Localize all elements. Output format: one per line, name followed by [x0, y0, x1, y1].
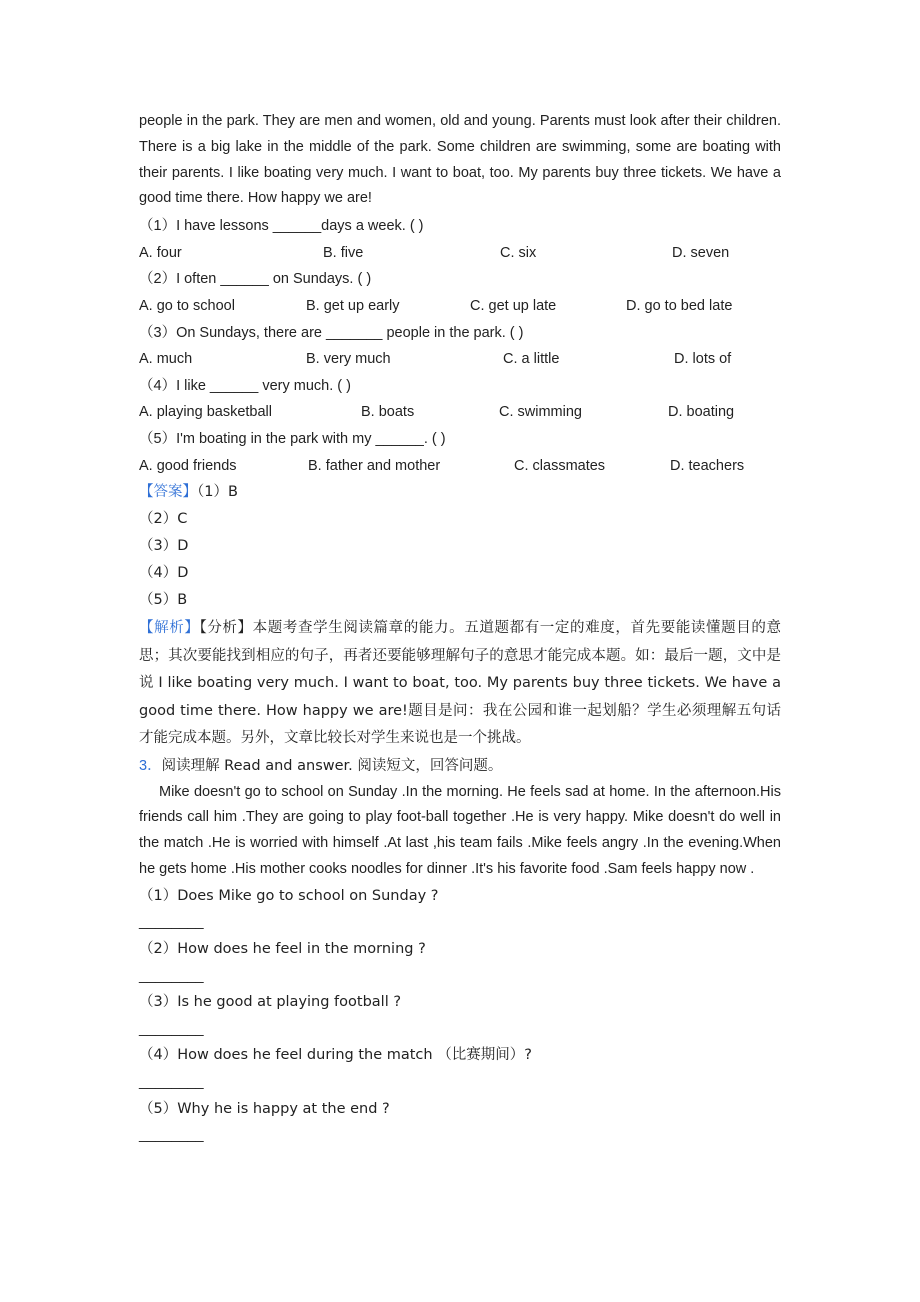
document-page	[139, 108, 781, 1149]
options-row	[139, 293, 781, 320]
option-b: B. boats	[361, 404, 415, 421]
q3-passage: Mike doesn't go to school on Sunday .In the morning. He feels sad at home. In the afternoon.His friends call him .They are going to play foot-ball together .He is very happy. Mike doesn't do well in the match .He is worried with himself .At last ,his team fails .Mike feels angry .In the evening.When he gets home .His mother cooks noodles for dinner .It's his favorite food .Sam feels happy now .	[139, 783, 781, 878]
option-d: D. go to bed late	[626, 297, 733, 314]
analysis-text: 【分析】本题考查学生阅读篇章的能力。五道题都有一定的难度，首先要能读懂题目的意思；其次要能找到相应的句子，再者还要能够理解句子的意思才能完成本题。如：最后一题，文中是说 I like boating very much. I want to boat, too. My parents buy three tickets. We have a good time there. How happy we are!题目是问：我在公园和谁一起划船？学生必须理解五句话才能完成本题。另外，文章比较长对学生来说也是一个挑战。	[139, 620, 781, 747]
question-3-heading	[139, 753, 781, 780]
options-row	[139, 399, 781, 426]
q3-question: （5）Why he is happy at the end ?	[139, 1100, 390, 1117]
answer-blank: ________	[139, 1073, 204, 1090]
answer-tag: 【答案】	[139, 484, 197, 501]
option-b: B. very much	[306, 351, 391, 368]
answer-item: （3）D	[139, 538, 189, 555]
passage-text: people in the park. They are men and women, old and young. Parents must look after their children. There is a big lake in the middle of the park. Some children are swimming, some are boating with their parents. I like boating very much. I want to boat, too. My parents buy three tickets. We have a good time there. How happy we are!	[139, 113, 781, 207]
options-row	[139, 453, 781, 480]
question-list	[139, 213, 781, 479]
option-d: D. seven	[672, 244, 730, 261]
q3-question: （2）How does he feel in the morning ?	[139, 941, 426, 957]
option-c: C. get up late	[470, 297, 557, 314]
answer-blank: ________	[139, 1127, 204, 1144]
question-stem: （2）I often ______ on Sundays. ( )	[139, 271, 372, 288]
option-a: A. much	[139, 351, 193, 368]
q3-question-list	[139, 883, 781, 1149]
analysis-paragraph	[139, 615, 781, 753]
answer-block	[139, 479, 781, 614]
question-stem: （4）I like ______ very much. ( )	[139, 377, 351, 394]
option-a: A. good friends	[139, 457, 237, 474]
question-title: 阅读理解 Read and answer. 阅读短文，回答问题。	[161, 757, 503, 774]
q3-question: （3）Is he good at playing football ?	[139, 994, 402, 1011]
answer-blank: ________	[139, 1020, 204, 1037]
option-c: C. swimming	[499, 404, 582, 421]
answer-blank: ________	[139, 914, 204, 931]
option-c: C. six	[500, 244, 537, 261]
option-b: B. father and mother	[308, 457, 441, 474]
options-row	[139, 346, 781, 373]
answer-line	[139, 479, 781, 506]
option-a: A. go to school	[139, 297, 235, 314]
question-stem: （5）I'm boating in the park with my ______. ( )	[139, 430, 446, 447]
q3-question: （4）How does he feel during the match （比赛期间）?	[139, 1047, 532, 1064]
option-c: C. a little	[503, 351, 560, 368]
analysis-tag: 【解析】	[139, 620, 200, 637]
option-d: D. boating	[668, 404, 735, 421]
question-number: 3．	[139, 757, 162, 774]
question-stem: （3）On Sundays, there are _______ people in the park. ( )	[139, 324, 524, 341]
option-a: A. four	[139, 244, 182, 261]
q3-question: （1）Does Mike go to school on Sunday ?	[139, 887, 439, 904]
option-b: B. five	[323, 244, 364, 261]
question-stem: （1）I have lessons ______days a week. ( )	[139, 218, 424, 235]
option-d: D. lots of	[674, 351, 732, 368]
answer-item: （1）B	[197, 484, 238, 501]
answer-item: （4）D	[139, 565, 189, 582]
options-row	[139, 240, 781, 267]
answer-blank: ________	[139, 967, 204, 984]
option-d: D. teachers	[670, 457, 745, 474]
answer-item: （2）C	[139, 511, 188, 528]
option-b: B. get up early	[306, 297, 400, 314]
option-a: A. playing basketball	[139, 404, 272, 421]
option-c: C. classmates	[514, 457, 606, 474]
answer-item: （5）B	[139, 592, 188, 609]
